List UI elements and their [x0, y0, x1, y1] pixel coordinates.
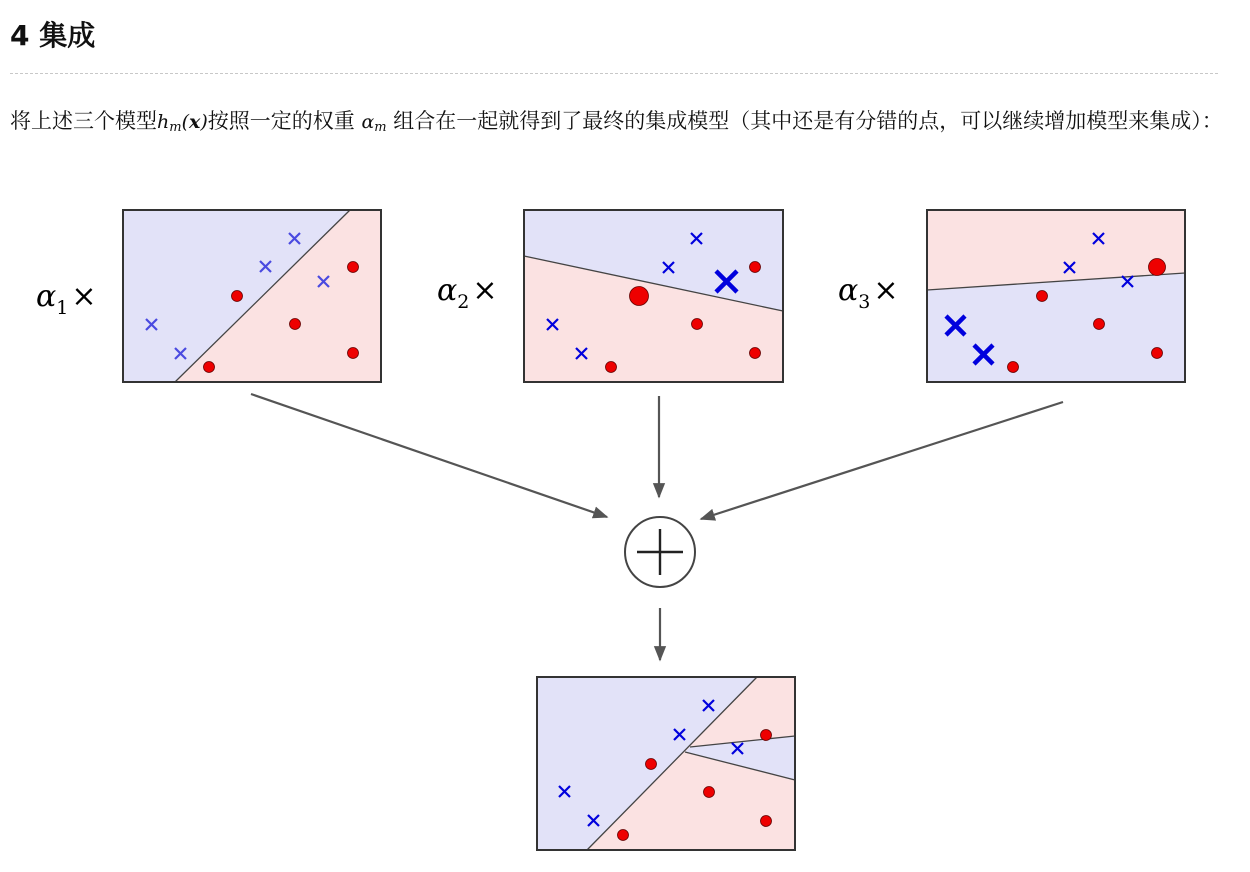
weight-symbol: $\alpha_m$: [361, 111, 387, 135]
paragraph-text-3: 组合在一起就得到了最终的集成模型（其中还是有分错的点，可以继续增加模型来集成）：: [393, 109, 1223, 133]
classifier-panel-3: [927, 210, 1185, 382]
paragraph-text-1: 将上述三个模型: [10, 109, 157, 133]
combine-plus-icon: [625, 517, 695, 587]
classifier-panel-2: [524, 210, 783, 382]
section-heading: 4 集成: [10, 19, 96, 52]
arrow-from-panel-1: [251, 394, 607, 517]
classifier-panel-1: [123, 210, 381, 382]
arrow-from-panel-3: [701, 402, 1063, 519]
weighted-dot-point: [1149, 259, 1166, 276]
paragraph-text-2: 按照一定的权重: [207, 109, 355, 133]
weight-label-3: $\alpha_3$ ×: [838, 273, 899, 313]
weighted-dot-point: [630, 287, 649, 306]
ensemble-result-panel: [537, 677, 795, 850]
weight-label-2: $\alpha_2$ ×: [437, 273, 498, 313]
model-symbol: $h_m(x)$: [157, 111, 208, 135]
weight-label-1: $\alpha_1$ ×: [36, 279, 97, 319]
